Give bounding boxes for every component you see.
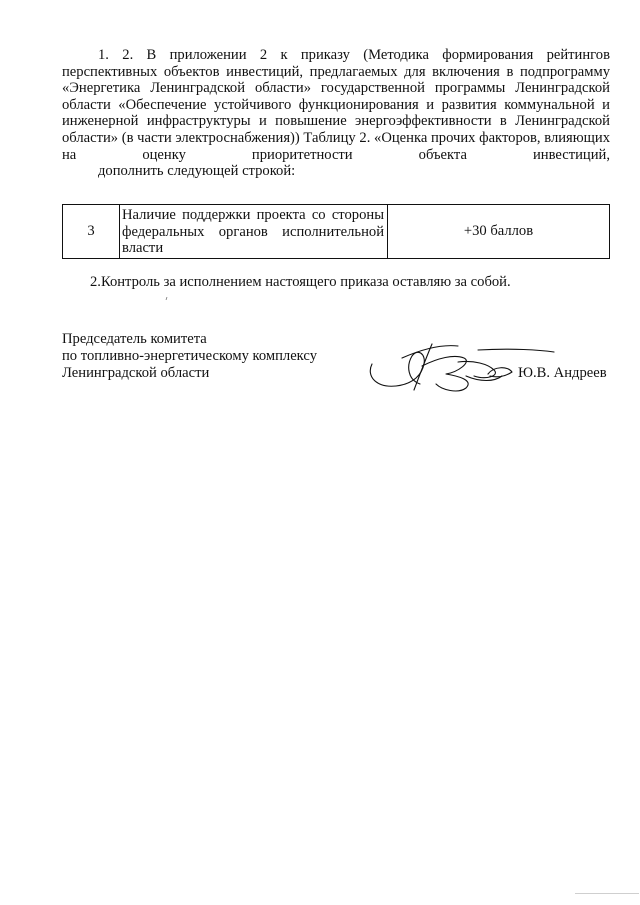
- position-line-3: Ленинградской области: [62, 365, 210, 381]
- table-cell-factor: Наличие поддержки проекта со стороны федеральных органов исполнительной власти: [120, 205, 388, 259]
- position-line-2: по топливно-энергетическому комплексу: [62, 348, 317, 364]
- position-line-1: Председатель комитета: [62, 331, 207, 347]
- table-row: [63, 205, 610, 259]
- table-cell-score: +30 баллов: [388, 205, 610, 259]
- scan-speck: [165, 297, 168, 300]
- paragraph-1-2-last-line: дополнить следующей строкой:: [98, 163, 296, 180]
- paragraph-1-2: [62, 47, 610, 180]
- signer-name: Ю.В. Андреев: [518, 365, 607, 381]
- factor-table: [62, 204, 610, 259]
- paragraph-2: 2.Контроль за исполнением настоящего приказа оставляю за собой.: [90, 274, 511, 290]
- signatory-position: [62, 331, 317, 382]
- table-cell-number: 3: [63, 205, 120, 259]
- scan-edge-line: [575, 893, 639, 894]
- paragraph-1-2-text: 1. 2. В приложении 2 к приказу (Методика формирования рейтингов перспективных объектов инвестиций, предлагаемых для включения в подпрограмму «Энергетика Ленинградской области» государственной программы Ленинградской области «Обеспечение устойчивого функционирования и развития коммунальной и инженерной инфраструктуры и повышение энергоэффективности в Ленинградской области» (в части электроснабжения)) Таблицу 2. «Оценка прочих факторов, влияющих на оценку приоритетности объекта инвестиций,: [62, 47, 610, 163]
- paragraph-1-2-body: [62, 47, 610, 180]
